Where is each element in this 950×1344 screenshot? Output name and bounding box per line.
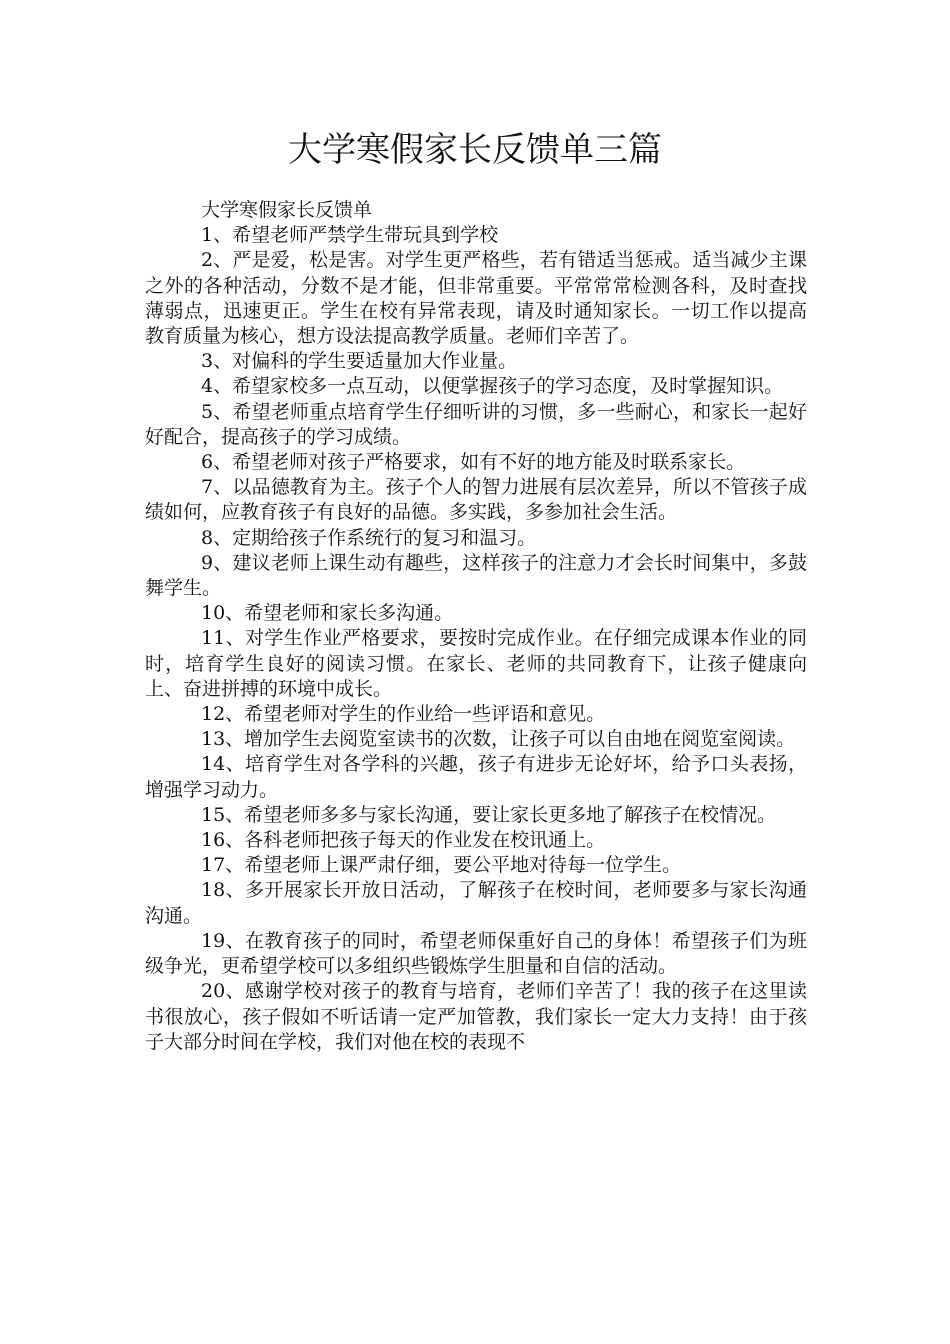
feedback-item-17: 17、希望老师上课严肃仔细，要公平地对待每一位学生。 — [201, 854, 682, 877]
feedback-item-18: 18、多开展家长开放日活动，了解孩子在校时间，老师要多与家长沟通沟通。 — [145, 879, 807, 927]
feedback-item-20: 20、感谢学校对孩子的教育与培育，老师们辛苦了！我的孩子在这里读书很放心，孩子假如不听话请一定严加管教，我们家长一定大力支持！由于孩子大部分时间在学校，我们对他在校的表现不 — [145, 980, 807, 1053]
feedback-item-15: 15、希望老师多多与家长沟通，要让家长更多地了解孩子在校情况。 — [201, 803, 777, 826]
feedback-item-19: 19、在教育孩子的同时，希望老师保重好自己的身体！希望孩子们为班级争光，更希望学校可以多组织些锻炼学生胆量和自信的活动。 — [145, 929, 807, 978]
subtitle-paragraph: 大学寒假家长反馈单 — [201, 199, 373, 221]
document-body — [145, 198, 807, 1055]
feedback-item-14: 14、培育学生对各学科的兴趣，孩子有进步无论好坏，给予口头表扬，增强学习动力。 — [145, 753, 807, 801]
feedback-item-4: 4、希望家校多一点互动，以便掌握孩子的学习态度，及时掌握知识。 — [201, 375, 784, 398]
feedback-item-3: 3、对偏科的学生要适量加大作业量。 — [201, 350, 518, 373]
feedback-item-1: 1、希望老师严禁学生带玩具到学校 — [201, 224, 499, 247]
feedback-item-9: 9、建议老师上课生动有趣些，这样孩子的注意力才会长时间集中，多鼓舞学生。 — [145, 551, 807, 600]
feedback-item-2: 2、严是爱，松是害。对学生更严格些，若有错适当惩戒。适当减少主课之外的各种活动，分数不是才能，但非常重要。平常常常检测各科，及时查找薄弱点，迅速更正。学生在校有异常表现，请及时通知家长。一切工作以提高教育质量为核心，想方设法提高教学质量。老师们辛苦了。 — [145, 249, 807, 348]
feedback-item-11: 11、对学生作业严格要求，要按时完成作业。在仔细完成课本作业的同时，培育学生良好的阅读习惯。在家长、老师的共同教育下，让孩子健康向上、奋进拼搏的环境中成长。 — [145, 627, 807, 700]
feedback-item-6: 6、希望老师对孩子严格要求，如有不好的地方能及时联系家长。 — [201, 451, 746, 474]
document-title: 大学寒假家长反馈单三篇 — [288, 130, 662, 170]
feedback-item-16: 16、各科老师把孩子每天的作业发在校讯通上。 — [201, 829, 606, 852]
feedback-item-7: 7、以品德教育为主。孩子个人的智力进展有层次差异，所以不管孩子成绩如何，应教育孩子有良好的品德。多实践，多参加社会生活。 — [145, 476, 807, 524]
feedback-item-13: 13、增加学生去阅览室读书的次数，让孩子可以自由地在阅览室阅读。 — [201, 728, 796, 751]
feedback-item-10: 10、希望老师和家长多沟通。 — [201, 602, 454, 625]
feedback-item-5: 5、希望老师重点培育学生仔细听讲的习惯，多一些耐心，和家长一起好好配合，提高孩子的学习成绩。 — [145, 400, 807, 448]
feedback-item-12: 12、希望老师对学生的作业给一些评语和意见。 — [201, 703, 606, 726]
feedback-item-8: 8、定期给孩子作系统行的复习和温习。 — [201, 526, 537, 549]
